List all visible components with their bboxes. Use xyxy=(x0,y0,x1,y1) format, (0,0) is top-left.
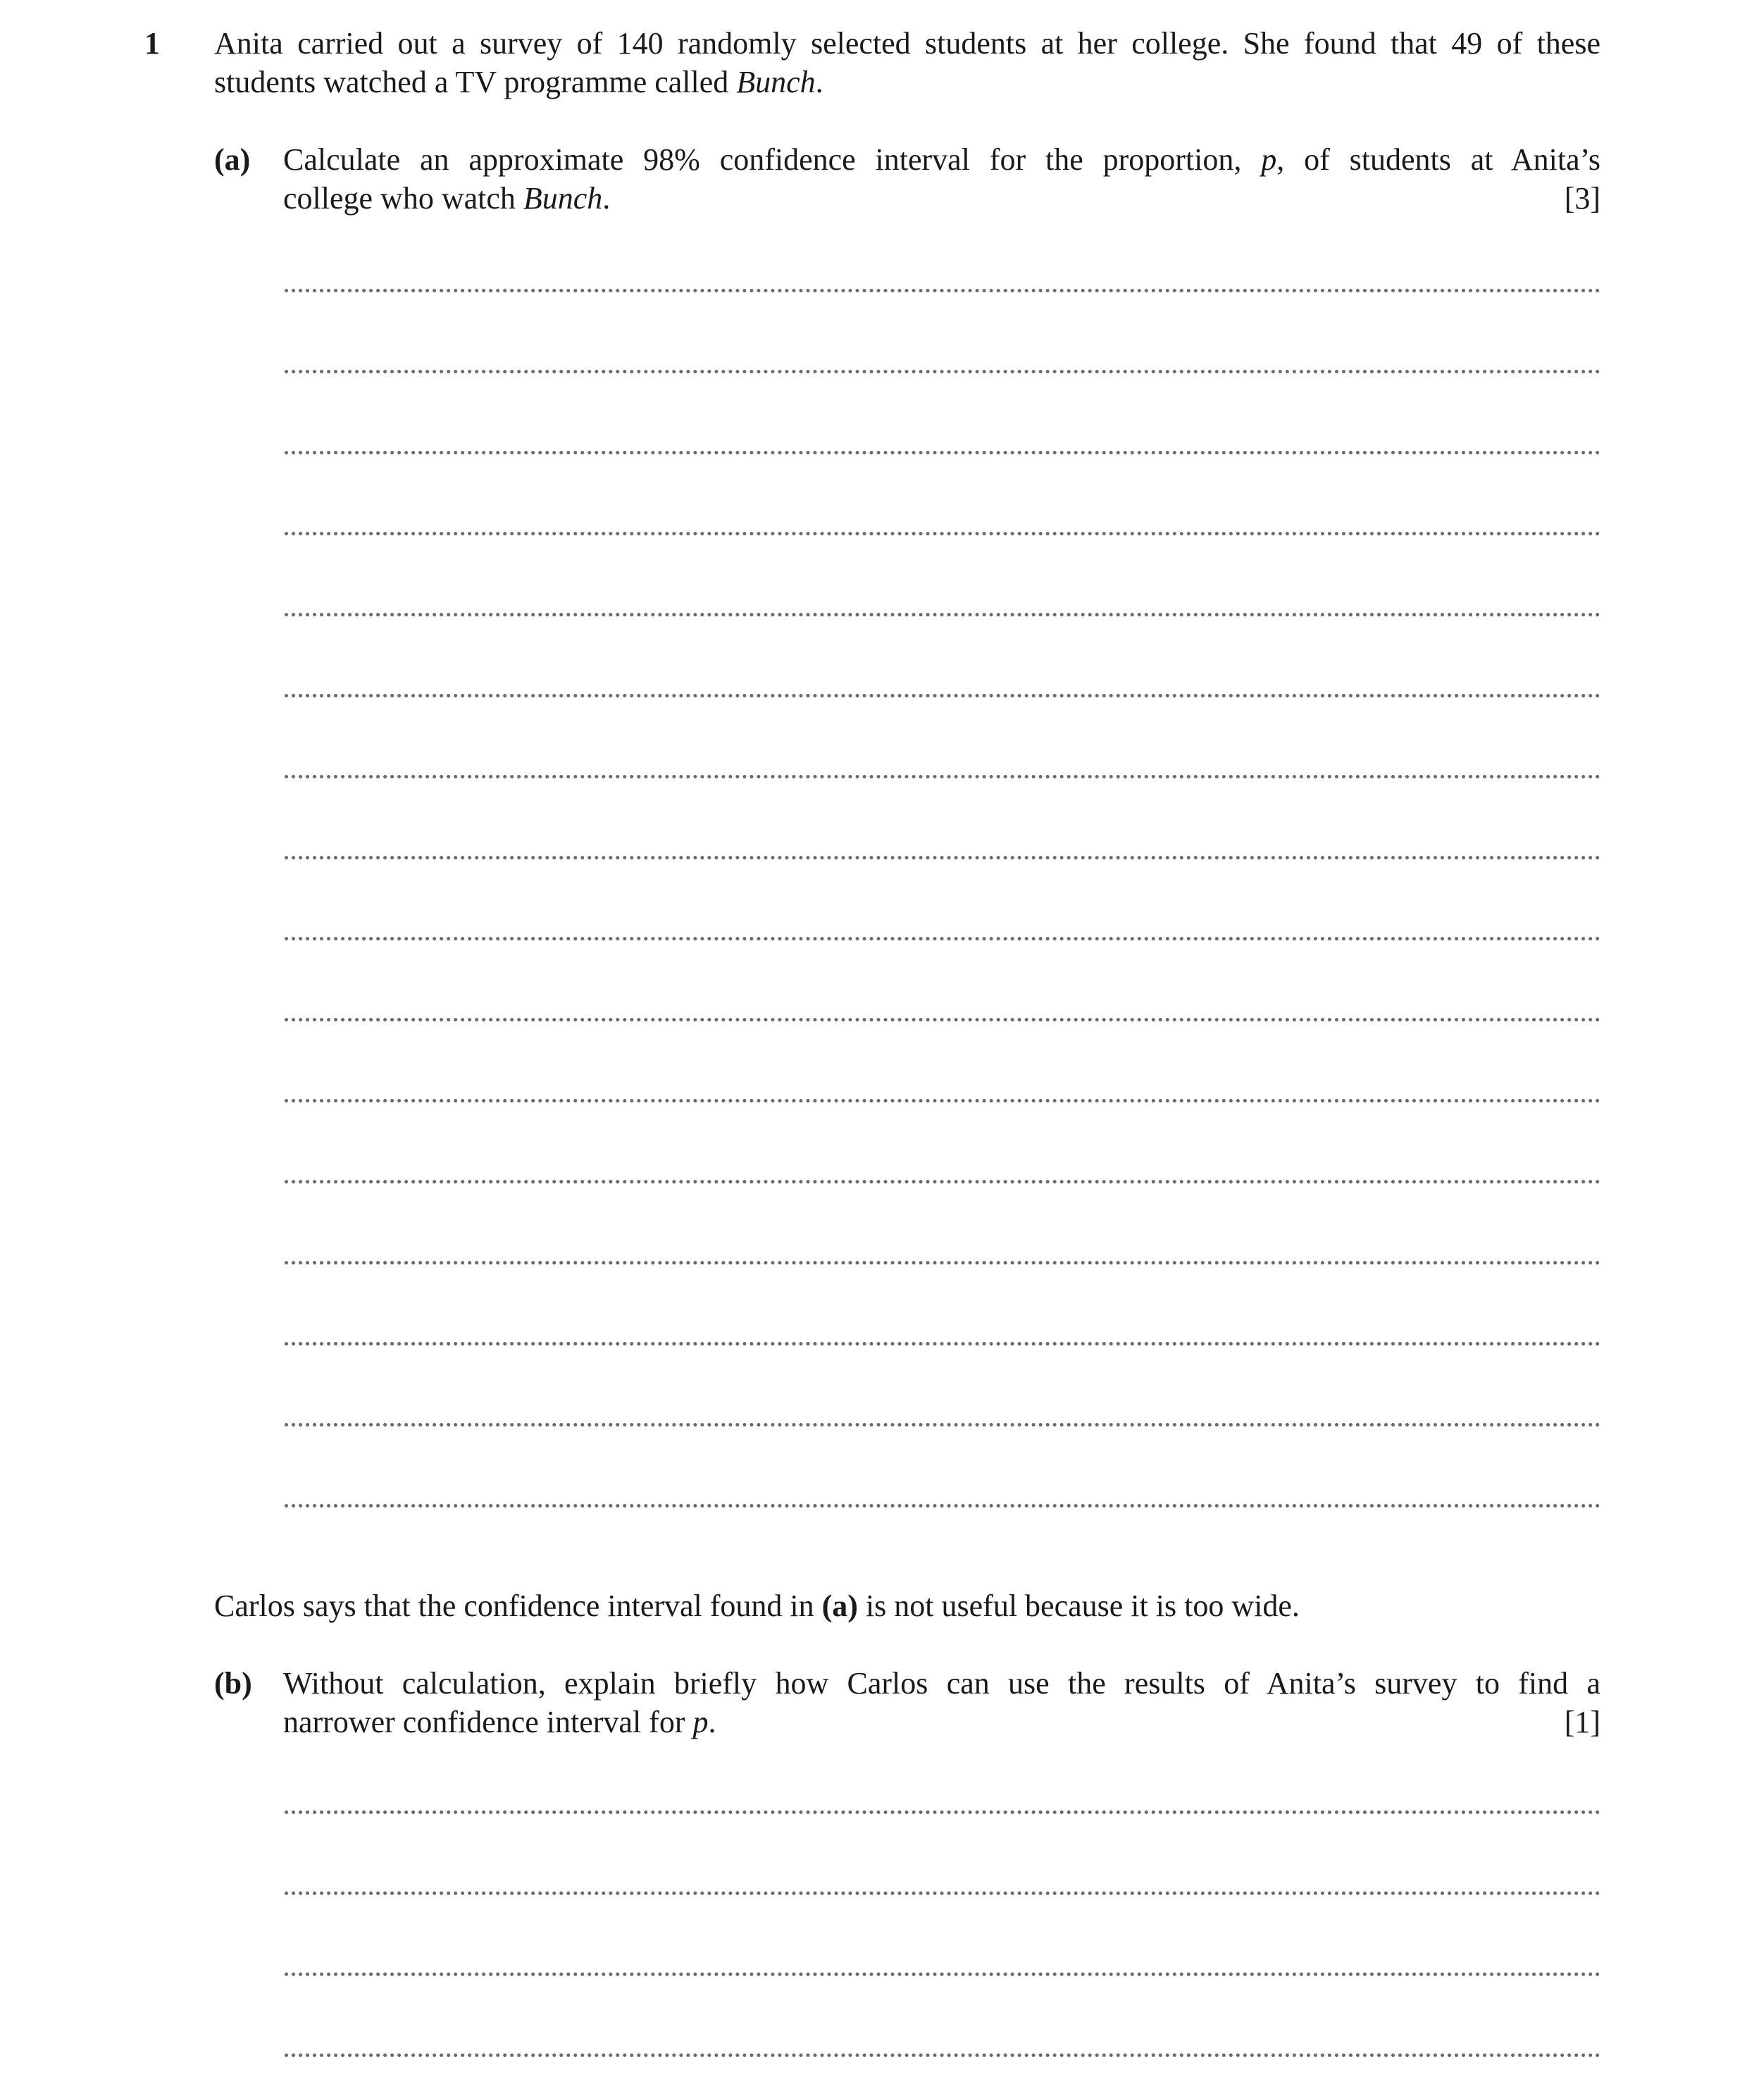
intro-line-1: Anita carried out a survey of 140 randomly selected students at her college. She found that 49 of these xyxy=(214,26,1600,61)
part-a-text-cont: , of students at Anita’s xyxy=(1276,142,1600,177)
part-b-period: . xyxy=(708,1705,716,1739)
answer-line[interactable] xyxy=(285,1891,1600,1895)
answer-line[interactable] xyxy=(285,613,1600,616)
part-b-label: (b) xyxy=(214,1666,252,1701)
answer-line[interactable] xyxy=(285,370,1600,373)
answer-line[interactable] xyxy=(285,1423,1600,1427)
carlos-text: Carlos says that the confidence interval found in xyxy=(214,1589,822,1623)
answer-line[interactable] xyxy=(285,1972,1600,1976)
part-a-line-2-text xyxy=(283,179,610,218)
carlos-statement xyxy=(214,1586,1600,1625)
answer-line[interactable] xyxy=(285,1180,1600,1183)
programme-name: Bunch xyxy=(736,65,816,99)
part-a-text: Calculate an approximate 98% confidence interval for the proportion, xyxy=(283,142,1262,177)
answer-line[interactable] xyxy=(285,694,1600,697)
answer-line[interactable] xyxy=(285,1342,1600,1346)
part-a-label: (a) xyxy=(214,142,251,177)
part-b-line-2 xyxy=(283,1703,1600,1741)
variable-p: p xyxy=(1261,142,1277,177)
part-b-line-2-text xyxy=(283,1703,716,1741)
answer-line[interactable] xyxy=(285,1504,1600,1508)
answer-line[interactable] xyxy=(285,1099,1600,1102)
carlos-text-cont: is not useful because it is too wide. xyxy=(857,1589,1300,1623)
part-reference: (a) xyxy=(821,1589,858,1623)
intro-line-2 xyxy=(214,65,823,99)
intro-text: students watched a TV programme called xyxy=(214,65,737,99)
part-b-marks: [1] xyxy=(1564,1705,1600,1739)
part-b-line-1: Without calculation, explain briefly how Carlos can use the results of Anita’s survey to find a xyxy=(283,1666,1600,1701)
intro-period: . xyxy=(815,65,823,99)
answer-line[interactable] xyxy=(285,532,1600,535)
answer-line[interactable] xyxy=(285,1261,1600,1265)
variable-p: p xyxy=(692,1705,709,1739)
part-b-text: narrower confidence interval for xyxy=(283,1705,693,1739)
part-a-text-2: college who watch xyxy=(283,181,523,216)
answer-line[interactable] xyxy=(285,1810,1600,1814)
answer-line[interactable] xyxy=(285,775,1600,778)
part-a-marks: [3] xyxy=(1564,181,1600,216)
part-a-period: . xyxy=(602,181,611,216)
answer-line[interactable] xyxy=(285,289,1600,292)
answer-line[interactable] xyxy=(285,856,1600,859)
answer-line[interactable] xyxy=(285,937,1600,940)
part-a-question xyxy=(283,140,1600,218)
question-number: 1 xyxy=(144,26,160,61)
answer-line[interactable] xyxy=(285,451,1600,454)
programme-name: Bunch xyxy=(523,181,603,216)
part-a-line-1 xyxy=(283,140,1600,179)
part-a-line-2 xyxy=(283,179,1600,218)
answer-line[interactable] xyxy=(285,1018,1600,1021)
question-intro xyxy=(214,24,1600,101)
part-b-question xyxy=(283,1664,1600,1741)
answer-line[interactable] xyxy=(285,2054,1600,2057)
